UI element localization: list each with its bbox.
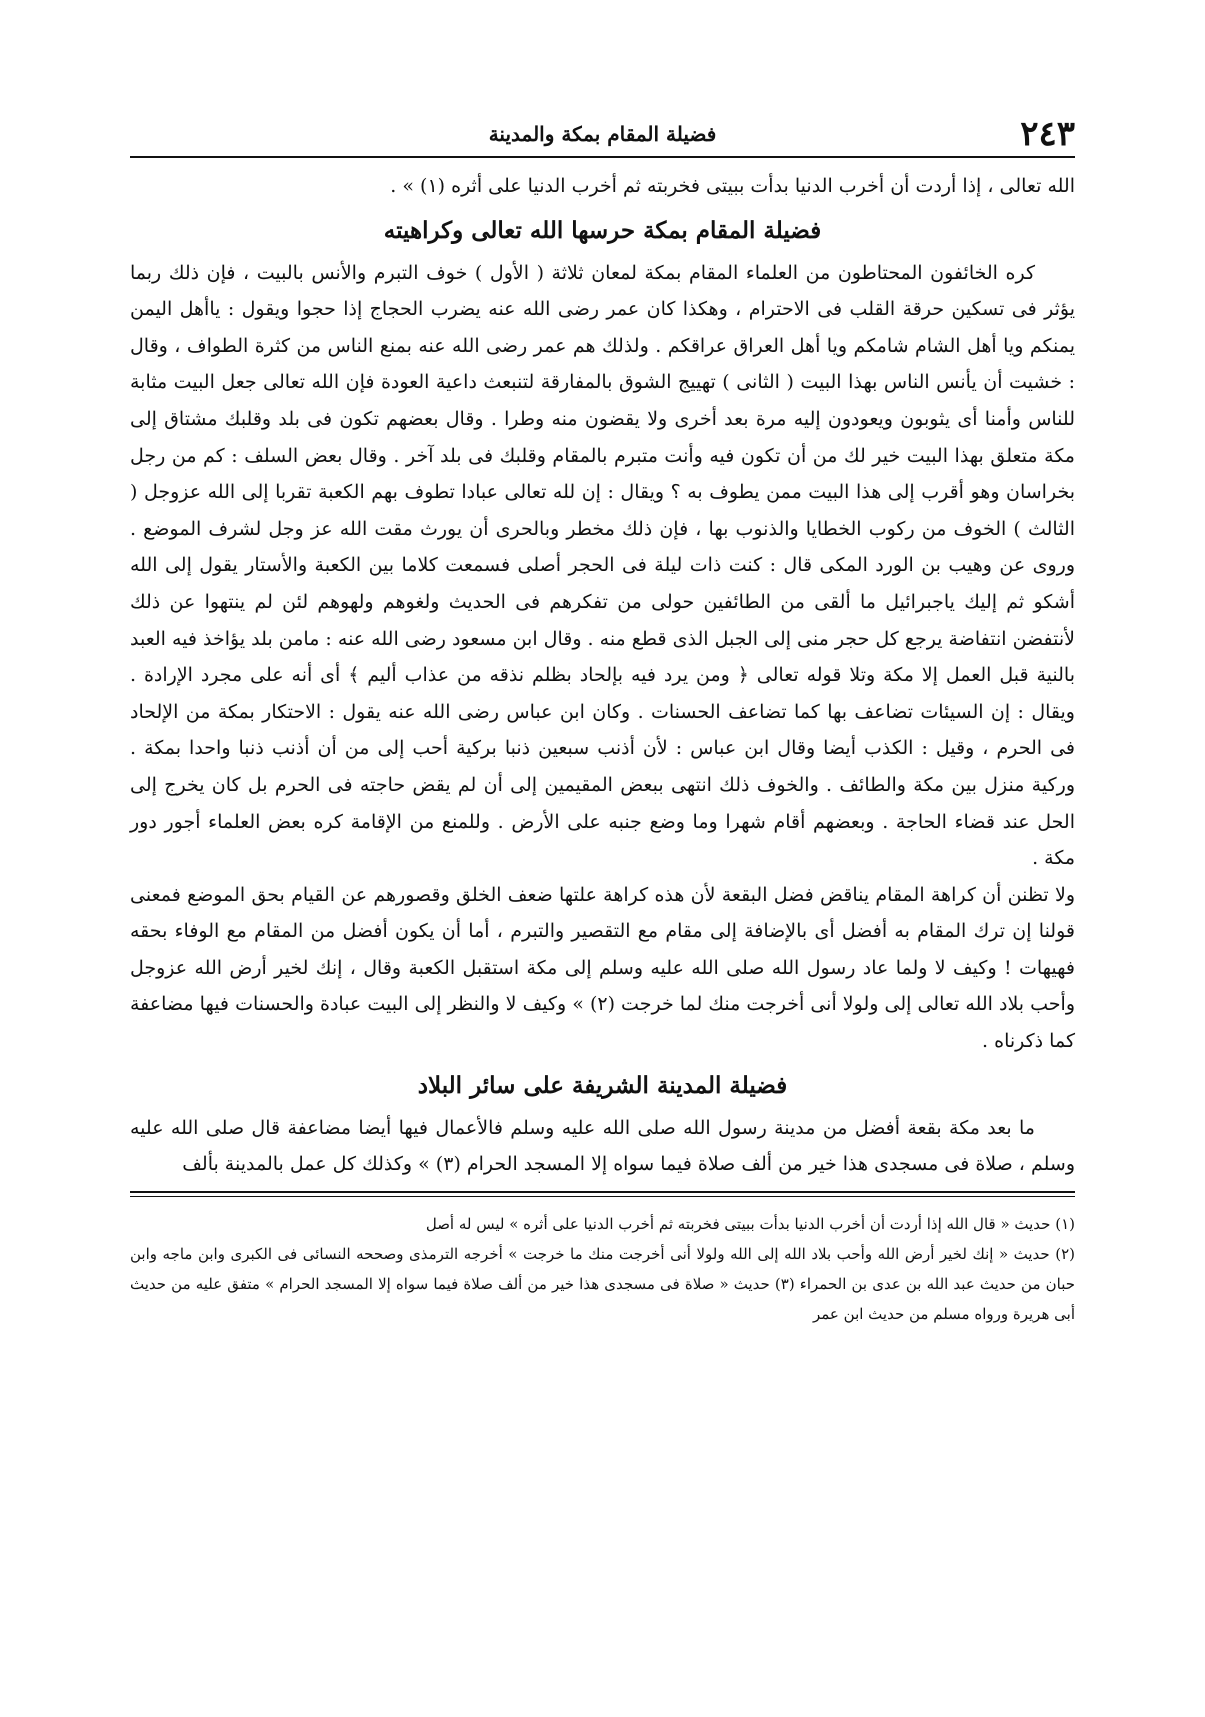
footnote-1: (١) حديث « قال الله إذا أردت أن أخرب الدنيا بدأت ببيتى فخربته ثم أخرب الدنيا على أثره » ليس له أصل <box>425 1214 1075 1233</box>
paragraph-madinah: ما بعد مكة بقعة أفضل من مدينة رسول الله صلى الله عليه وسلم فالأعمال فيها أيضا مضاعفة قال صلى الله عليه وسلم ، صلاة فى مسجدى هذا خير من ألف صلاة فيما سواه إلا المسجد الحرام (٣) » وكذلك كل عمل بالمدينة بألف <box>130 1116 1075 1176</box>
intro-line: الله تعالى ، إذا أردت أن أخرب الدنيا بدأت ببيتى فخربته ثم أخرب الدنيا على أثره (١) » . <box>390 175 1075 197</box>
footnote-2: (٢) حديث « إنك لخير أرض الله وأحب بلاد الله إلى الله ولولا أنى أخرجت منك ما خرجت » أخرجه الترمذى وصححه النسائى فى الكبرى وابن ماجه وابن حبان من حديث عبد الله بن عدى بن الحمراء (٣) حديث « صلاة فى مسجدى هذا خير من ألف صلاة فيما سواه إلا المسجد الحرام » متفق عليه من حديث أبى هريرة ورواه مسلم من حديث ابن عمر <box>130 1244 1075 1323</box>
section-heading-madinah: فضيلة المدينة الشريفة على سائر البلاد <box>417 1071 788 1099</box>
paragraph-makkah-2: ولا تظنن أن كراهة المقام يناقض فضل البقعة لأن هذه كراهة علتها ضعف الخلق وقصورهم عن القيام بحق الموضع فمعنى قولنا إن ترك المقام به أفضل أى بالإضافة إلى مقام مع التقصير والتبرم ، أما أن يكون أفضل من المقام مع الوفاء بحقه فهيهات ! وكيف لا ولما عاد رسول الله صلى الله عليه وسلم إلى مكة استقبل الكعبة وقال ، إنك لخير أرض الله عزوجل وأحب بلاد الله تعالى إلى ولولا أنى أخرجت منك لما خرجت (٢) » وكيف لا والنظر إلى البيت عبادة والحسنات فيها مضاعفة كما ذكرناه . <box>130 883 1075 1053</box>
footnotes <box>130 1209 1075 1329</box>
paragraph-makkah-1: كره الخائفون المحتاطون من العلماء المقام بمكة لمعان ثلاثة ( الأول ) خوف التبرم والأنس بالبيت ، فإن ذلك ربما يؤثر فى تسكين حرقة القلب فى الاحترام ، وهكذا كان عمر رضى الله عنه يضرب الحجاج إذا حجوا ويقول : ياأهل اليمن يمنكم ويا أهل الشام شامكم ويا أهل العراق عراقكم . ولذلك هم عمر رضى الله عنه بمنع الناس من كثرة الطواف ، وقال : خشيت أن يأنس الناس بهذا البيت ( الثانى ) تهييج الشوق بالمفارقة لتنبعث داعية العودة فإن الله تعالى جعل البيت مثابة للناس وأمنا أى يثوبون ويعودون إليه مرة بعد أخرى ولا يقضون منه وطرا . وقال بعضهم تكون فى بلد وقلبك مشتاق إلى مكة متعلق بهذا البيت خير لك من أن تكون فيه وأنت متبرم بالمقام وقلبك فى بلد آخر . وقال بعض السلف : كم من رجل بخراسان وهو أقرب إلى هذا البيت ممن يطوف به ؟ ويقال : إن لله تعالى عبادا تطوف بهم الكعبة تقربا إلى الله عزوجل ( الثالث ) الخوف من ركوب الخطايا والذنوب بها ، فإن ذلك مخطر وبالحرى أن يورث مقت الله عز وجل لشرف الموضع . وروى عن وهيب بن الورد المكى قال : كنت ذات ليلة فى الحجر أصلى فسمعت كلاما بين الكعبة والأستار يقول إلى الله أشكو ثم إليك ياجبرائيل ما ألقى من الطائفين حولى من تفكرهم فى الحديث ولغوهم ولهوهم لئن لم ينتهوا عن ذلك لأنتفضن انتفاضة يرجع كل حجر منى إلى الجبل الذى قطع منه . وقال ابن مسعود رضى الله عنه : مامن بلد يؤاخذ فيه العبد بالنية قبل العمل إلا مكة وتلا قوله تعالى ﴿ ومن يرد فيه بإلحاد بظلم نذقه من عذاب أليم ﴾ أى أنه على مجرد الإرادة . ويقال : إن السيئات تضاعف بها كما تضاعف الحسنات . وكان ابن عباس رضى الله عنه يقول : الاحتكار بمكة من الإلحاد فى الحرم ، وقيل : الكذب أيضا وقال ابن عباس : لأن أذنب سبعين ذنبا بركية أحب إلى من أن أذنب ذنبا واحدا بمكة . وركية منزل بين مكة والطائف . والخوف ذلك انتهى ببعض المقيمين إلى أن لم يقض حاجته فى الحرم بل كان يخرج إلى الحل عند قضاء الحاجة . وبعضهم أقام شهرا وما وضع جنبه على الأرض . وللمنع من الإقامة كره بعض العلماء أجور دور مكة . <box>130 261 1075 870</box>
book-page <box>130 110 1075 1329</box>
footnote-divider <box>130 1191 1075 1197</box>
page-number: ٢٤٣ <box>1020 114 1075 154</box>
section-heading-makkah: فضيلة المقام بمكة حرسها الله تعالى وكراهيته <box>383 216 822 244</box>
page-header <box>130 110 1075 158</box>
running-title: فضيلة المقام بمكة والمدينة <box>488 122 717 146</box>
